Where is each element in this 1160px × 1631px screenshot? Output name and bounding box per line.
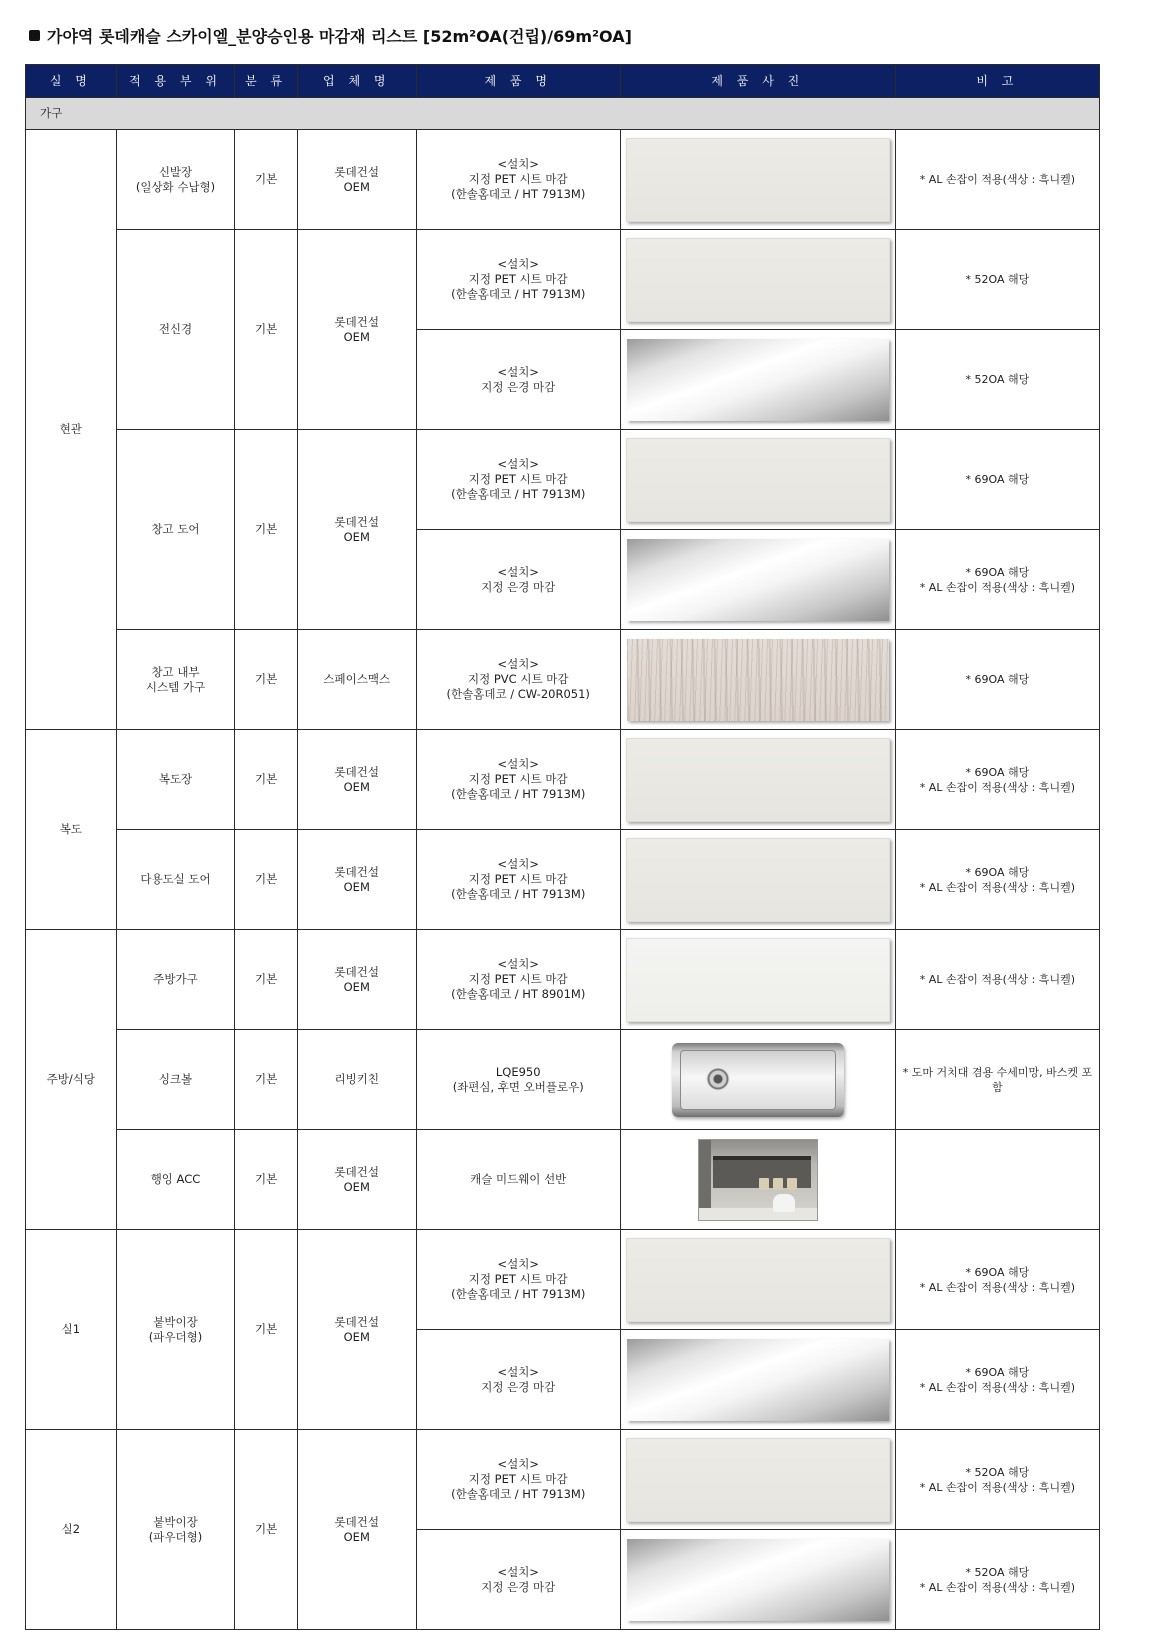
note-cell: * AL 손잡이 적용(색상 : 흑니켈) bbox=[895, 130, 1099, 230]
white-sheet-swatch bbox=[626, 438, 890, 522]
hanging-shelf-image bbox=[698, 1139, 818, 1221]
room-cell: 복도 bbox=[26, 730, 117, 930]
room-cell: 실2 bbox=[26, 1430, 117, 1630]
section-label: 가구 bbox=[26, 98, 1100, 130]
table-row bbox=[26, 930, 1100, 1030]
product-cell: <설치> 지정 PET 시트 마감 (한솔홈데코 / HT 7913M) bbox=[416, 1430, 620, 1530]
room-cell: 주방/식당 bbox=[26, 930, 117, 1230]
product-cell: <설치> 지정 PET 시트 마감 (한솔홈데코 / HT 7913M) bbox=[416, 1230, 620, 1330]
company-cell: 롯데건설 OEM bbox=[297, 1230, 416, 1430]
wood-sheet-swatch bbox=[627, 639, 889, 721]
company-cell: 롯데건설 OEM bbox=[297, 430, 416, 630]
category-cell: 기본 bbox=[235, 730, 298, 830]
location-cell: 싱크볼 bbox=[116, 1030, 235, 1130]
table-row bbox=[26, 730, 1100, 830]
location-cell: 붙박이장 (파우더형) bbox=[116, 1430, 235, 1630]
photo-cell bbox=[620, 130, 895, 230]
acc-cup bbox=[787, 1178, 797, 1190]
table-row bbox=[26, 1030, 1100, 1130]
page-title-text: 가야역 롯데캐슬 스카이엘_분양승인용 마감재 리스트 [52m²OA(건립)/69m²OA] bbox=[47, 27, 632, 46]
category-cell: 기본 bbox=[235, 430, 298, 630]
note-cell: * 69OA 해당 * AL 손잡이 적용(색상 : 흑니켈) bbox=[895, 1330, 1099, 1430]
product-cell: <설치> 지정 PET 시트 마감 (한솔홈데코 / HT 7913M) bbox=[416, 730, 620, 830]
photo-cell bbox=[620, 230, 895, 330]
product-cell: <설치> 지정 은경 마감 bbox=[416, 1330, 620, 1430]
category-cell: 기본 bbox=[235, 1430, 298, 1630]
table-row bbox=[26, 1430, 1100, 1530]
table-row bbox=[26, 630, 1100, 730]
company-cell: 롯데건설 OEM bbox=[297, 230, 416, 430]
photo-cell bbox=[620, 930, 895, 1030]
finish-materials-table bbox=[25, 64, 1100, 1630]
section-row bbox=[26, 98, 1100, 130]
white-sheet-swatch bbox=[626, 738, 890, 822]
note-cell: * 52OA 해당 * AL 손잡이 적용(색상 : 흑니켈) bbox=[895, 1530, 1099, 1630]
note-cell: * 도마 거치대 겸용 수세미망, 바스켓 포함 bbox=[895, 1030, 1099, 1130]
sink-drain-icon bbox=[706, 1067, 730, 1091]
white-sheet-swatch bbox=[626, 1438, 890, 1522]
location-cell: 행잉 ACC bbox=[116, 1130, 235, 1230]
company-cell: 롯데건설 OEM bbox=[297, 130, 416, 230]
table-header-row bbox=[26, 65, 1100, 98]
page-title bbox=[29, 24, 632, 47]
company-cell: 스페이스맥스 bbox=[297, 630, 416, 730]
product-cell: <설치> 지정 은경 마감 bbox=[416, 330, 620, 430]
header-photo: 제 품 사 진 bbox=[620, 65, 895, 98]
note-cell: * 69OA 해당 * AL 손잡이 적용(색상 : 흑니켈) bbox=[895, 730, 1099, 830]
company-cell: 롯데건설 OEM bbox=[297, 730, 416, 830]
mirror-swatch bbox=[627, 1339, 889, 1421]
photo-cell bbox=[620, 1230, 895, 1330]
note-cell: * 69OA 해당 * AL 손잡이 적용(색상 : 흑니켈) bbox=[895, 830, 1099, 930]
note-cell: * 52OA 해당 * AL 손잡이 적용(색상 : 흑니켈) bbox=[895, 1430, 1099, 1530]
table-row bbox=[26, 1230, 1100, 1330]
mirror-swatch bbox=[627, 339, 889, 421]
company-cell: 롯데건설 OEM bbox=[297, 1430, 416, 1630]
product-cell: <설치> 지정 PET 시트 마감 (한솔홈데코 / HT 8901M) bbox=[416, 930, 620, 1030]
product-cell: 캐슬 미드웨이 선반 bbox=[416, 1130, 620, 1230]
note-cell: * 52OA 해당 bbox=[895, 230, 1099, 330]
product-cell: <설치> 지정 PVC 시트 마감 (한솔홈데코 / CW-20R051) bbox=[416, 630, 620, 730]
photo-cell bbox=[620, 730, 895, 830]
table-row bbox=[26, 830, 1100, 930]
header-room: 실 명 bbox=[26, 65, 117, 98]
category-cell: 기본 bbox=[235, 130, 298, 230]
category-cell: 기본 bbox=[235, 230, 298, 430]
header-company: 업 체 명 bbox=[297, 65, 416, 98]
white-sheet-swatch bbox=[626, 1238, 890, 1322]
table-row bbox=[26, 1130, 1100, 1230]
table-row bbox=[26, 430, 1100, 530]
white-sheet-swatch bbox=[626, 838, 890, 922]
photo-cell bbox=[620, 1030, 895, 1130]
sink-basin bbox=[680, 1050, 836, 1110]
bullet-square-icon bbox=[29, 30, 40, 41]
location-cell: 전신경 bbox=[116, 230, 235, 430]
product-cell: <설치> 지정 PET 시트 마감 (한솔홈데코 / HT 7913M) bbox=[416, 430, 620, 530]
note-cell: * 52OA 해당 bbox=[895, 330, 1099, 430]
company-cell: 리빙키친 bbox=[297, 1030, 416, 1130]
category-cell: 기본 bbox=[235, 930, 298, 1030]
product-cell: <설치> 지정 PET 시트 마감 (한솔홈데코 / HT 7913M) bbox=[416, 230, 620, 330]
note-cell bbox=[895, 1130, 1099, 1230]
product-cell: LQE950 (좌편심, 후면 오버플로우) bbox=[416, 1030, 620, 1130]
product-cell: <설치> 지정 은경 마감 bbox=[416, 530, 620, 630]
company-cell: 롯데건설 OEM bbox=[297, 930, 416, 1030]
category-cell: 기본 bbox=[235, 830, 298, 930]
location-cell: 복도장 bbox=[116, 730, 235, 830]
acc-cup bbox=[759, 1178, 769, 1190]
category-cell: 기본 bbox=[235, 630, 298, 730]
acc-cup bbox=[773, 1178, 783, 1190]
location-cell: 창고 내부 시스템 가구 bbox=[116, 630, 235, 730]
photo-cell bbox=[620, 430, 895, 530]
company-cell: 롯데건설 OEM bbox=[297, 830, 416, 930]
photo-cell bbox=[620, 530, 895, 630]
room-cell: 실1 bbox=[26, 1230, 117, 1430]
white-sheet-swatch bbox=[626, 238, 890, 322]
category-cell: 기본 bbox=[235, 1030, 298, 1130]
photo-cell bbox=[620, 830, 895, 930]
location-cell: 다용도실 도어 bbox=[116, 830, 235, 930]
header-note: 비 고 bbox=[895, 65, 1099, 98]
mirror-swatch bbox=[627, 539, 889, 621]
photo-cell bbox=[620, 1130, 895, 1230]
company-cell: 롯데건설 OEM bbox=[297, 1130, 416, 1230]
table-row bbox=[26, 130, 1100, 230]
table-row bbox=[26, 230, 1100, 330]
sink-bowl-image bbox=[672, 1043, 844, 1117]
header-location: 적 용 부 위 bbox=[116, 65, 235, 98]
photo-cell bbox=[620, 1430, 895, 1530]
mirror-swatch bbox=[627, 1539, 889, 1621]
product-cell: <설치> 지정 PET 시트 마감 (한솔홈데코 / HT 7913M) bbox=[416, 830, 620, 930]
white-sheet-swatch bbox=[626, 138, 890, 222]
category-cell: 기본 bbox=[235, 1130, 298, 1230]
header-category: 분 류 bbox=[235, 65, 298, 98]
acc-shelf bbox=[713, 1156, 811, 1160]
white-sheet-swatch bbox=[626, 938, 890, 1022]
product-cell: <설치> 지정 은경 마감 bbox=[416, 1530, 620, 1630]
location-cell: 창고 도어 bbox=[116, 430, 235, 630]
photo-cell bbox=[620, 1330, 895, 1430]
photo-cell bbox=[620, 630, 895, 730]
location-cell: 신발장 (일상화 수납형) bbox=[116, 130, 235, 230]
note-cell: * 69OA 해당 * AL 손잡이 적용(색상 : 흑니켈) bbox=[895, 530, 1099, 630]
note-cell: * 69OA 해당 bbox=[895, 430, 1099, 530]
location-cell: 붙박이장 (파우더형) bbox=[116, 1230, 235, 1430]
acc-counter bbox=[699, 1208, 817, 1220]
note-cell: * 69OA 해당 * AL 손잡이 적용(색상 : 흑니켈) bbox=[895, 1230, 1099, 1330]
photo-cell bbox=[620, 330, 895, 430]
note-cell: * AL 손잡이 적용(색상 : 흑니켈) bbox=[895, 930, 1099, 1030]
category-cell: 기본 bbox=[235, 1230, 298, 1430]
note-cell: * 69OA 해당 bbox=[895, 630, 1099, 730]
photo-cell bbox=[620, 1530, 895, 1630]
location-cell: 주방가구 bbox=[116, 930, 235, 1030]
room-cell: 현관 bbox=[26, 130, 117, 730]
header-product: 제 품 명 bbox=[416, 65, 620, 98]
product-cell: <설치> 지정 PET 시트 마감 (한솔홈데코 / HT 7913M) bbox=[416, 130, 620, 230]
acc-kettle bbox=[773, 1194, 795, 1212]
